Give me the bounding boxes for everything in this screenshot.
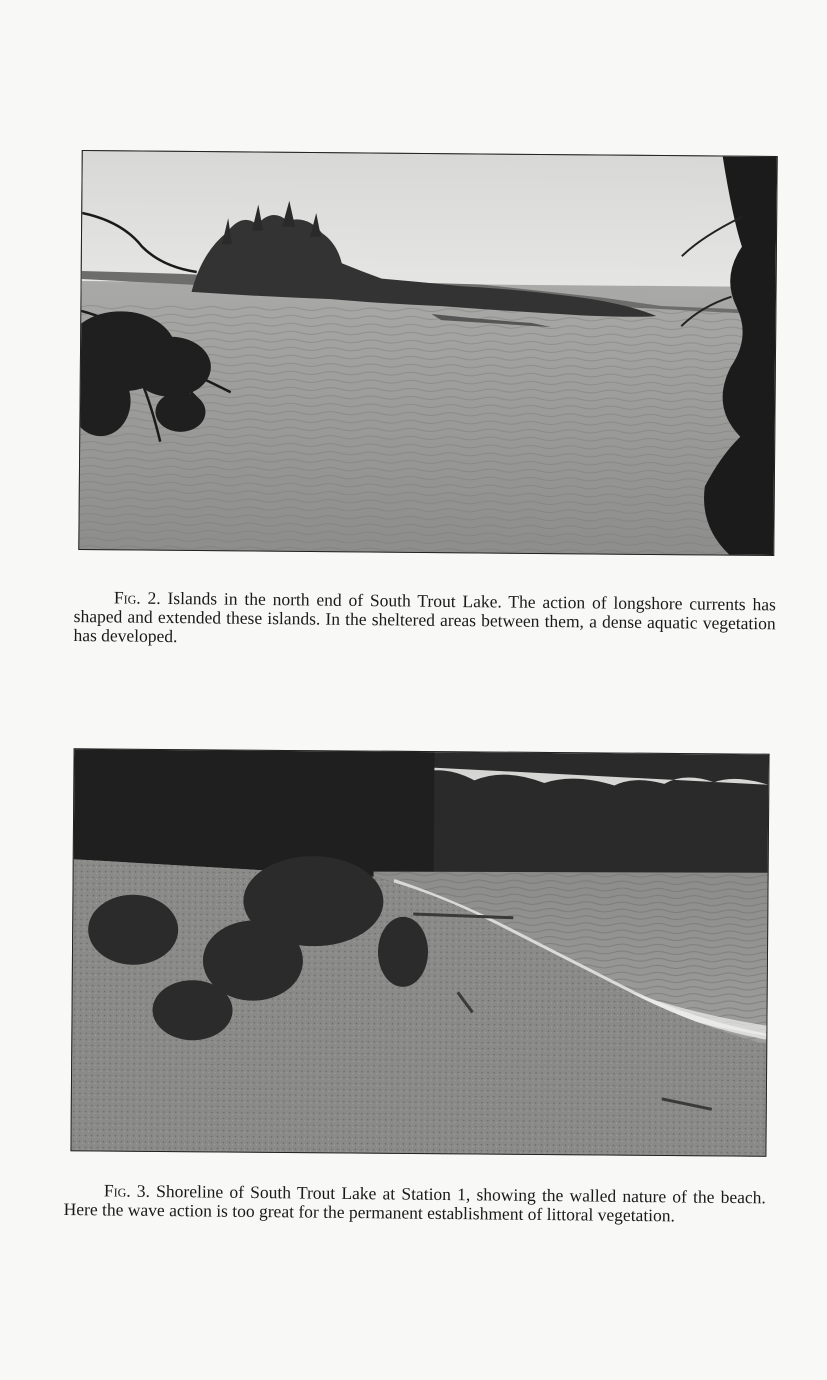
figure-3-caption-text: Shoreline of South Trout Lake at Station 1, showing the walled nature of the beach. Here the wave action is too great for the permanent establishment of littoral vegetation. [63, 1180, 766, 1225]
figure-2-photograph [78, 150, 777, 556]
figure-2-label: Fig. 2. [113, 586, 161, 608]
figure-2-caption-text: Islands in the north end of South Trout Lake. The action of longshore currents has shaped and extended these islands. In the sheltered areas between them, a dense aquatic vegetation has developed. [73, 587, 776, 646]
figure-3-label: Fig. 3. [103, 1179, 151, 1201]
figure-3-photograph [70, 748, 769, 1156]
figure-3-caption [64, 1181, 766, 1226]
figure-2-caption [73, 588, 776, 652]
